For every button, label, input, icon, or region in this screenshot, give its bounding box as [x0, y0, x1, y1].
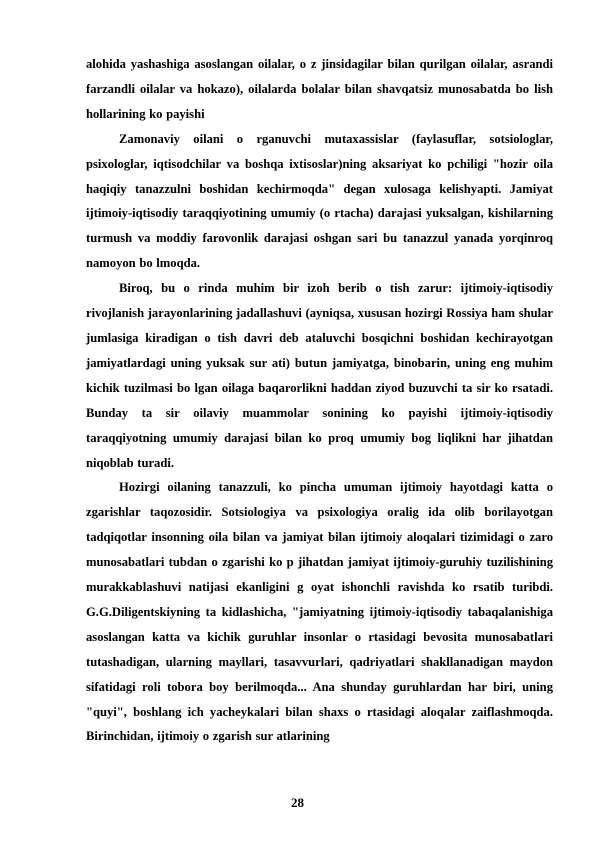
page-number: 28 — [291, 795, 304, 810]
paragraph: Biroq, bu o rinda muhim bir izoh berib o tish zarur: ijtimoiy-iqtisodiy rivojlanish jarayonlarining jadallashuvi (ayniqsa, xususan hozirgi Rossiya ham shular jumlasiga kiradigan o tish davri deb ataluvchi bosqichni boshidan kechirayotgan jamiyatlardagi uning yuksak sur ati) butun jamiyatga, binobarin, uning eng muhim kichik tuzilmasi bo lgan oilaga baqarorlikni haddan ziyod buzuvchi ta sir ko rsatadi. Bunday ta sir oilaviy muammolar sonining ko payishi ijtimoiy-iqtisodiy taraqqiyotning umumiy darajasi bilan ko proq umumiy bog liqlikni har jihatdan niqoblab turadi. — [86, 281, 553, 470]
document-body — [86, 52, 553, 749]
paragraph: Zamonaviy oilani o rganuvchi mutaxassislar (faylasuflar, sotsiologlar, psixologlar, iqtisodchilar va boshqa ixtisoslar)ning aksariyat ko pchiligi "hozir oila haqiqiy tanazzulni boshidan kechirmoqda" degan xulosaga kelishyapti. Jamiyat ijtimoiy-iqtisodiy taraqqiyotining umumiy (o rtacha) darajasi yuksalgan, kishilarning turmush va moddiy farovonlik darajasi oshgan sari bu tanazzul yanada yorqinroq namoyon bo lmoqda. — [86, 131, 553, 271]
paragraph-continuation: alohida yashashiga asoslangan oilalar, o z jinsidagilar bilan qurilgan oilalar, asrandi farzandli oilalar va hokazo), oilalarda bolalar bilan shavqatsiz munosabatda bo lish hollarining ko payishi — [86, 57, 553, 121]
paragraph: Hozirgi oilaning tanazzuli, ko pincha umuman ijtimoiy hayotdagi katta o zgarishlar taqozosidir. Sotsiologiya va psixologiya oralig ida olib borilayotgan tadqiqotlar insonning oila bilan va jamiyat bilan ijtimoiy aloqalari tizimidagi o zaro munosabatlari tubdan o zgarishi ko p jihatdan jamiyat ijtimoiy-guruhiy tuzilishining murakkablashuvi natijasi ekanligini g oyat ishonchli ravishda ko rsatib turibdi. G.G.Diligentskiyning ta kidlashicha, "jamiyatning ijtimoiy-iqtisodiy tabaqalanishiga asoslangan katta va kichik guruhlar insonlar o rtasidagi bevosita munosabatlari tutashadigan, ularning mayllari, tasavvurlari, qadriyatlari shakllanadigan maydon sifatidagi roli tobora boy berilmoqda... Ana shunday guruhlardan har biri, uning "quyi", boshlang ich yacheykalari bilan shaxs o rtasidagi aloqalar zaiflashmoqda. Birinchidan, ijtimoiy o zgarish sur atlarining — [86, 480, 553, 744]
